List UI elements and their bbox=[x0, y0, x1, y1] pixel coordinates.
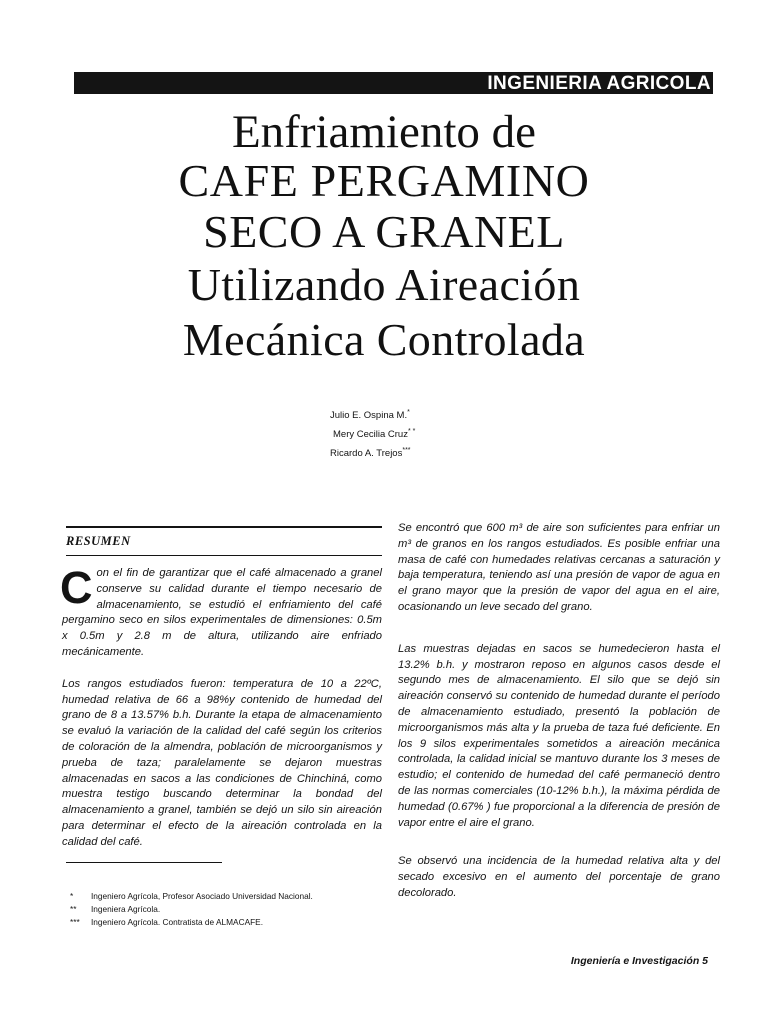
abstract-paragraph: Los rangos estudiados fueron: temperatura de 10 a 22ºC, humedad relativa de 66 a 98%y contenido de humedad del grano de 8 a 13.57% b.h. Durante la etapa de almacenamiento se evaluó la variación de la calidad del café según los criterios de coloración de la almendra, población de microorganismos y prueba de taza; paralelamente se dejaron muestras almacenadas en sacos a las condiciones de Chinchiná, como muestra testigo buscando determinar la bondad del almacenamiento a granel, también se dejó un silo sin aireación para determinar el efecto de la aireación controlada en la calidad del café. bbox=[62, 677, 382, 848]
author-name: Mery Cecilia Cruz bbox=[333, 429, 408, 440]
title-line-5: Mecánica Controlada bbox=[182, 314, 586, 365]
footnote-text: Ingeniero Agrícola, Profesor Asociado Universidad Nacional. bbox=[91, 891, 313, 901]
article-title bbox=[60, 108, 708, 367]
author-mark: * bbox=[407, 409, 410, 416]
page-footer: Ingeniería e Investigación 5 bbox=[570, 955, 708, 967]
section-label: INGENIERIA AGRICOLA bbox=[487, 73, 711, 94]
abstract-right-column bbox=[398, 521, 720, 902]
footnote-mark: * bbox=[70, 891, 74, 901]
title-line-1: Enfriamiento de bbox=[231, 106, 537, 158]
footnote bbox=[70, 916, 313, 929]
author bbox=[330, 443, 415, 462]
title-line-4: Utilizando Aireación bbox=[187, 259, 581, 310]
footnote bbox=[70, 890, 313, 903]
footnote bbox=[70, 903, 313, 916]
author-name: Julio E. Ospina M. bbox=[330, 410, 408, 421]
footnotes bbox=[70, 890, 313, 929]
title-line-3: SECO A GRANEL bbox=[203, 206, 565, 257]
footnote-mark: *** bbox=[70, 917, 80, 927]
abstract-paragraph: Las muestras dejadas en sacos se humedecieron hasta el 13.2% b.h. y mostraron reposo en algunos casos desde el segundo mes de almacenamiento. El silo que se dejó sin aireación conservó su contenido de humedad durante el período de almacenamiento estudiado, presentó la población de microorganismos más alta y la prueba de taza fué deficiente. En los 9 silos experimentales sometidos a aireación mecánica controlada, la calidad inicial se mantuvo durante los 3 meses de estudio; el contenido de humedad del café permaneció dentro de las normas comerciales (10-12% b.h.), la máxima pérdida de humedad (0.67% ) fue proporcional a la diferencia de presión de vapor entre el aire el grano. bbox=[398, 642, 720, 829]
author-list bbox=[330, 405, 415, 462]
drop-cap: C bbox=[60, 562, 93, 613]
section-header-band bbox=[74, 72, 713, 94]
abstract-paragraph: Se encontró que 600 m³ de aire son suficientes para enfriar un m³ de granos en los rangos estudiados. Es posible enfriar una masa de café con humedades relativas cercanas a saturación y baja temperatura, teniendo así una presión de vapor de agua en el grano mayor que la presión de vapor del agua en el aire, ocasionando un leve secado del grano. bbox=[398, 522, 720, 613]
abstract-paragraph: Se observó una incidencia de la humedad relativa alta y del secado excesivo en el aumento del porcentaje de grano decolorado. bbox=[398, 855, 720, 899]
abstract-heading-rule bbox=[66, 555, 382, 556]
title-line-2: CAFE PERGAMINO bbox=[178, 155, 590, 206]
author bbox=[333, 424, 415, 443]
footnote-text: Ingeniera Agrícola. bbox=[91, 904, 161, 914]
author bbox=[330, 405, 415, 424]
abstract-paragraph-text: on el fin de garantizar que el café almacenado a granel conserve su calidad durante el tiempo necesario de almacenamiento, se estudió el enfriamiento del café pergamino seco en silos experimentales de dimensiones: 0.5m x 0.5m y 2.8 m de altura, utilizando aire enfriado mecánicamente. bbox=[62, 567, 382, 658]
author-mark: * * bbox=[407, 428, 416, 435]
footnote-mark: ** bbox=[70, 904, 77, 914]
abstract-top-rule bbox=[66, 526, 382, 528]
abstract-heading: RESUMEN bbox=[66, 534, 131, 548]
abstract-left-column bbox=[60, 562, 382, 851]
author-name: Ricardo A. Trejos bbox=[330, 448, 403, 459]
footnote-text: Ingeniero Agrícola. Contratista de ALMACAFE. bbox=[91, 917, 264, 927]
footnote-separator bbox=[66, 862, 222, 863]
author-mark: *** bbox=[402, 447, 411, 454]
abstract-paragraph bbox=[60, 562, 382, 661]
